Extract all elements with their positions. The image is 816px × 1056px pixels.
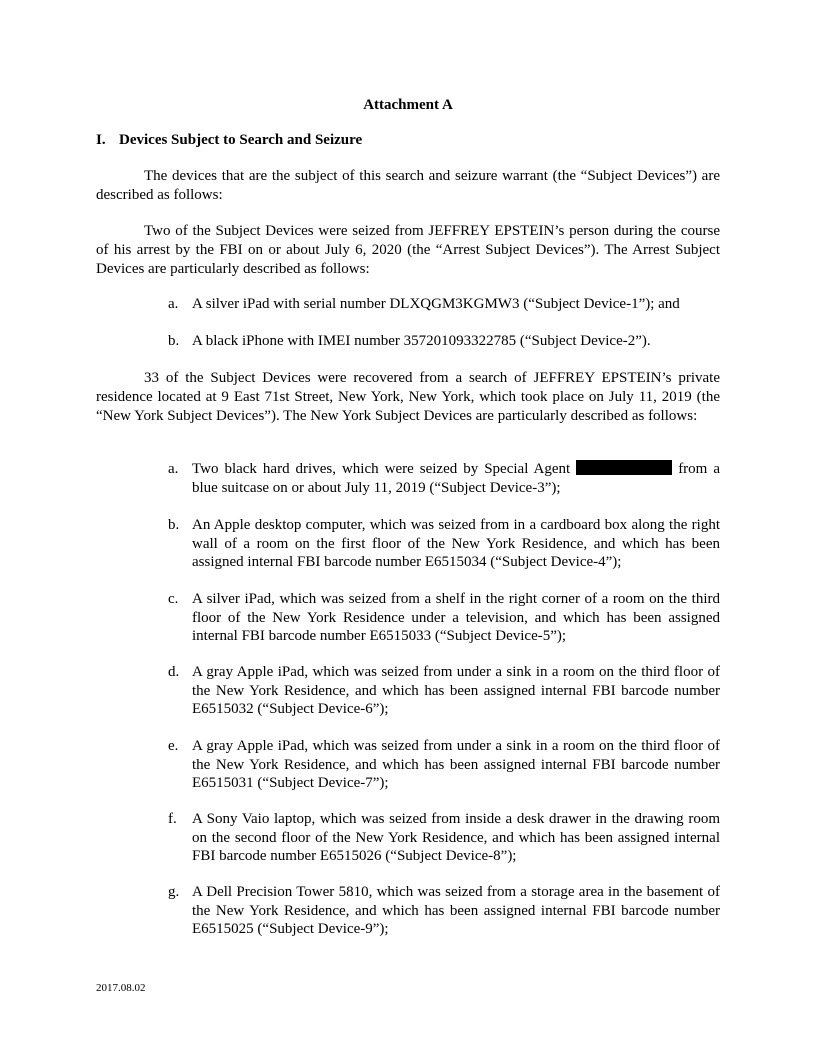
list-item-text-after: from a blue suitcase on or about July 11, 2019 (“Subject Device-3”); xyxy=(192,461,720,496)
list-item xyxy=(168,332,720,351)
list-item-text: A black iPhone with IMEI number 357201093322785 (“Subject Device-2”). xyxy=(192,333,651,349)
list-item xyxy=(168,810,720,866)
list-item-text xyxy=(192,460,720,497)
intro-paragraph: The devices that are the subject of this search and seizure warrant (the “Subject Devices”) are described as follows: xyxy=(96,168,720,203)
list-item xyxy=(168,460,720,497)
list-item-text: A Dell Precision Tower 5810, which was seized from a storage area in the basement of the New York Residence, and which has been assigned internal FBI barcode number E6515025 (“Subject Device-9”); xyxy=(192,884,720,937)
new-york-devices-paragraph: 33 of the Subject Devices were recovered from a search of JEFFREY EPSTEIN’s private residence located at 9 East 71st Street, New York, New York, which took place on July 11, 2019 (the “New York Subject Devices”). The New York Subject Devices are particularly described as follows: xyxy=(96,370,720,424)
section-heading xyxy=(96,131,362,149)
list-item xyxy=(168,737,720,793)
list-item xyxy=(168,516,720,572)
redaction-box xyxy=(576,460,672,475)
footer-version: 2017.08.02 xyxy=(96,982,146,994)
list-item xyxy=(168,590,720,646)
list-item-text-before: Two black hard drives, which were seized by Special Agent xyxy=(192,461,571,477)
list-item-text: A silver iPad, which was seized from a shelf in the right corner of a room on the third floor of the New York Residence under a television, and which has been assigned internal FBI barcode number E6515033 (“Subject Device-5”); xyxy=(192,591,720,644)
list-item-letter: a. xyxy=(168,296,179,312)
document-title: Attachment A xyxy=(363,97,453,113)
list-item-letter: d. xyxy=(168,664,180,680)
list-item xyxy=(168,295,720,314)
list-item-text: A silver iPad with serial number DLXQGM3KGMW3 (“Subject Device-1”); and xyxy=(192,296,680,312)
list-item xyxy=(168,663,720,719)
list-item-text: A gray Apple iPad, which was seized from under a sink in a room on the third floor of the New York Residence, and which has been assigned internal FBI barcode number E6515032 (“Subject Device-6”); xyxy=(192,664,720,717)
list-item xyxy=(168,883,720,939)
section-heading-text: Devices Subject to Search and Seizure xyxy=(119,132,363,148)
list-item-text: A gray Apple iPad, which was seized from under a sink in a room on the third floor of the New York Residence, and which has been assigned internal FBI barcode number E6515031 (“Subject Device-7”); xyxy=(192,738,720,791)
list-item-letter: c. xyxy=(168,591,179,607)
list-item-letter: b. xyxy=(168,333,180,349)
arrest-devices-paragraph: Two of the Subject Devices were seized from JEFFREY EPSTEIN’s person during the course of his arrest by the FBI on or about July 6, 2020 (the “Arrest Subject Devices”). The Arrest Subject Devices are particularly described as follows: xyxy=(96,223,720,277)
list-item-letter: g. xyxy=(168,884,180,900)
list-item-letter: e. xyxy=(168,738,179,754)
section-number: I. xyxy=(96,132,106,148)
list-item-text: A Sony Vaio laptop, which was seized from inside a desk drawer in the drawing room on the second floor of the New York Residence, and which has been assigned internal FBI barcode number E6515026 (“Subject Device-8”); xyxy=(192,811,720,864)
list-item-letter: f. xyxy=(168,811,177,827)
list-item-text: An Apple desktop computer, which was seized from in a cardboard box along the right wall of a room on the first floor of the New York Residence, and which has been assigned internal FBI barcode number E6515034 (“Subject Device-4”); xyxy=(192,517,720,570)
list-item-letter: a. xyxy=(168,461,179,477)
list-item-letter: b. xyxy=(168,517,180,533)
